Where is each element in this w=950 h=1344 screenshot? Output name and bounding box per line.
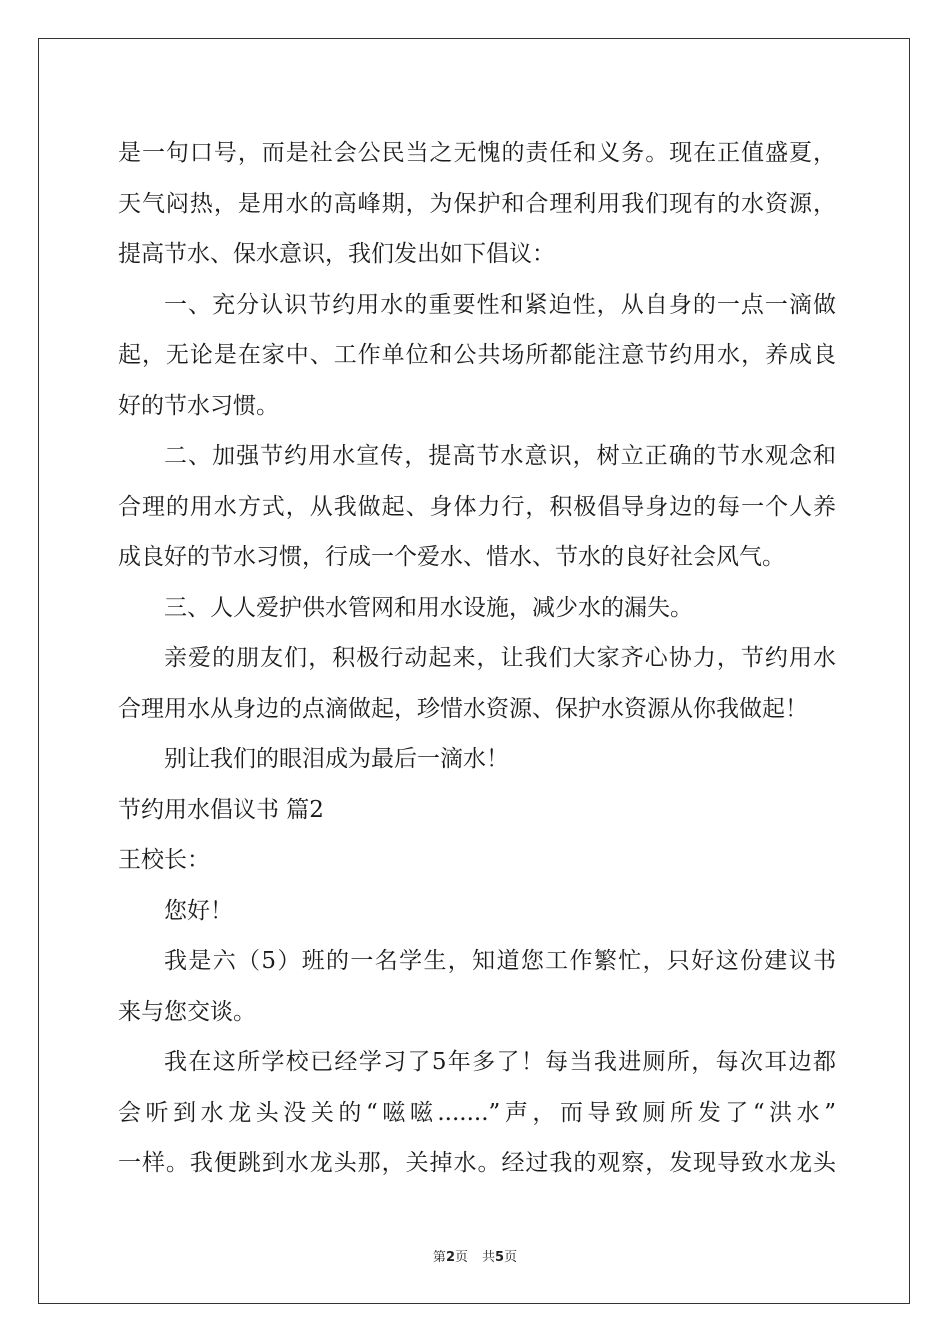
page-total: 5 <box>495 1250 505 1265</box>
text-line: 来与您交谈。 <box>118 998 256 1025</box>
page-suffix: 页 <box>454 1250 468 1265</box>
text-line: 是一句口号，而是社会公民当之无愧的责任和义务。现在正值盛夏， <box>118 140 836 166</box>
page-current: 2 <box>445 1250 455 1265</box>
text-line: 别让我们的眼泪成为最后一滴水！ <box>164 746 509 772</box>
text-line: 三、人人爱护供水管网和用水设施，减少水的漏失。 <box>164 594 693 621</box>
text-line: 天气闷热，是用水的高峰期，为保护和合理利用我们现有的水资源， <box>118 190 836 217</box>
salutation: 王校长： <box>118 847 210 873</box>
text-line: 起，无论是在家中、工作单位和公共场所都能注意节约用水，养成良 <box>118 342 836 368</box>
text-line: 合理用水从身边的点滴做起，珍惜水资源、保护水资源从你我做起！ <box>118 695 808 722</box>
greeting: 您好！ <box>164 897 233 924</box>
text-line: 会听到水龙头没关的“嗞嗞.......”声，而导致厕所发了“洪水” <box>118 1099 836 1126</box>
text-line: 一、充分认识节约用水的重要性和紧迫性，从自身的一点一滴做 <box>164 291 836 318</box>
page-prefix: 第 <box>432 1250 446 1265</box>
document-body <box>118 128 836 1189</box>
text-line: 合理的用水方式，从我做起、身体力行，积极倡导身边的每一个人养 <box>118 493 836 520</box>
text-line: 二、加强节约用水宣传，提高节水意识，树立正确的节水观念和 <box>164 443 836 469</box>
section-heading: 节约用水倡议书 篇2 <box>118 796 324 823</box>
text-line: 提高节水、保水意识，我们发出如下倡议： <box>118 241 555 267</box>
text-line: 我在这所学校已经学习了5年多了！每当我进厕所，每次耳边都 <box>164 1049 836 1075</box>
page-footer <box>0 1246 950 1265</box>
text-line: 成良好的节水习惯，行成一个爱水、惜水、节水的良好社会风气。 <box>118 544 785 570</box>
text-line: 一样。我便跳到水龙头那，关掉水。经过我的观察，发现导致水龙头 <box>118 1150 836 1176</box>
text-line: 好的节水习惯。 <box>118 392 279 419</box>
text-line: 亲爱的朋友们，积极行动起来，让我们大家齐心协力，节约用水 <box>164 645 836 671</box>
total-suffix: 页 <box>504 1250 518 1265</box>
text-line: 我是六（5）班的一名学生，知道您工作繁忙，只好这份建议书 <box>164 948 836 974</box>
total-prefix: 共 <box>482 1250 496 1265</box>
